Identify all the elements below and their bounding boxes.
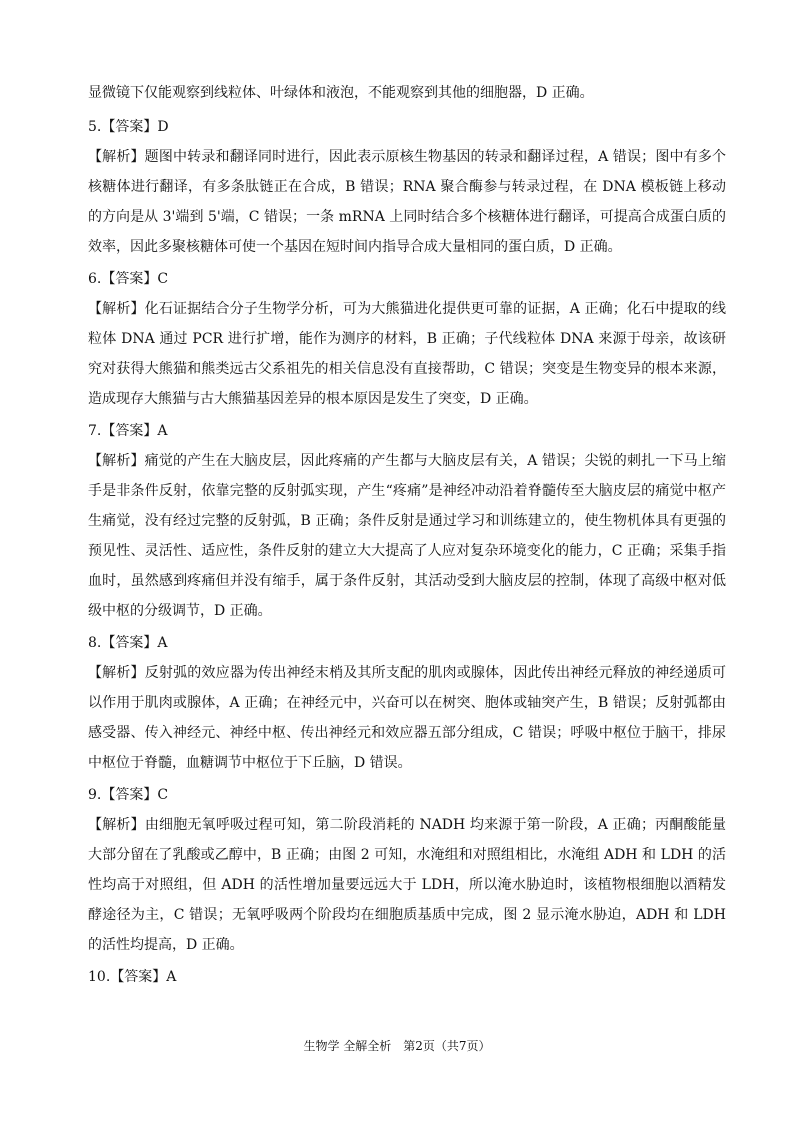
answer-line-5: 5.【答案】D bbox=[88, 119, 169, 135]
continuation-paragraph: 显微镜下仅能观察到线粒体、叶绿体和液泡，不能观察到其他的细胞器，D 正确。 bbox=[88, 85, 594, 101]
analysis-paragraph-7: 【解析】痛觉的产生在大脑皮层，因此疼痛的产生都与大脑皮层有关，A 错误；尖锐的刺扎一下马上缩手是非条件反射，依靠完整的反射弧实现，产生“疼痛”是神经冲动沿着脊髓传至大脑皮层的痛觉中枢产生痛觉，没有经过完整的反射弧，B 正确；条件反射是通过学习和训练建立的，使生物机体具有更强的预见性、灵活性、适应性，条件反射的建立大大提高了人应对复杂环境变化的能力，C 正确；采集手指血时，虽然感到疼痛但并没有缩手，属于条件反射，其活动受到大脑皮层的控制，体现了高级中枢对低级中枢的分级调节，D 正确。 bbox=[88, 453, 726, 619]
analysis-paragraph-6: 【解析】化石证据结合分子生物学分析，可为大熊猫进化提供更可靠的证据，A 正确；化石中提取的线粒体 DNA 通过 PCR 进行扩增，能作为测序的材料，B 正确；子代线粒体 DNA 来源于母亲，故该研究对获得大熊猫和熊类远古父系祖先的相关信息没有直接帮助，C 错误；突变是生物变异的根本来源，造成现存大熊猫与古大熊猫基因差异的根本原因是发生了突变，D 正确。 bbox=[88, 301, 726, 407]
page-content bbox=[88, 78, 726, 992]
analysis-paragraph-8: 【解析】反射弧的效应器为传出神经末梢及其所支配的肌肉或腺体，因此传出神经元释放的神经递质可以作用于肌肉或腺体，A 正确；在神经元中，兴奋可以在树突、胞体或轴突产生，B 错误；反射弧都由感受器、传入神经元、神经中枢、传出神经元和效应器五部分组成，C 错误；呼吸中枢位于脑干，排尿中枢位于脊髓，血糖调节中枢位于下丘脑，D 错误。 bbox=[88, 665, 726, 771]
answer-line-8: 8.【答案】A bbox=[88, 635, 168, 651]
page-footer: 生物学 全解全析 第2页（共7页） bbox=[303, 1039, 491, 1053]
answer-line-7: 7.【答案】A bbox=[88, 423, 168, 439]
answer-line-10: 10.【答案】A bbox=[88, 969, 177, 985]
analysis-paragraph-5: 【解析】题图中转录和翻译同时进行，因此表示原核生物基因的转录和翻译过程，A 错误；图中有多个核糖体进行翻译，有多条肽链正在合成，B 错误；RNA 聚合酶参与转录过程，在 DNA 模板链上移动的方向是从 3'端到 5'端，C 错误；一条 mRNA 上同时结合多个核糖体进行翻译，可提高合成蛋白质的效率，因此多聚核糖体可使一个基因在短时间内指导合成大量相同的蛋白质，D 正确。 bbox=[88, 149, 726, 255]
answer-line-9: 9.【答案】C bbox=[88, 787, 169, 803]
analysis-paragraph-9: 【解析】由细胞无氧呼吸过程可知，第二阶段消耗的 NADH 均来源于第一阶段，A 正确；丙酮酸能量大部分留在了乳酸或乙醇中，B 正确；由图 2 可知，水淹组和对照组相比，水淹组 ADH 和 LDH 的活性均高于对照组，但 ADH 的活性增加量要远远大于 LDH，所以淹水胁迫时，该植物根细胞以酒精发酵途径为主，C 错误；无氧呼吸两个阶段均在细胞质基质中完成，图 2 显示淹水胁迫，ADH 和 LDH 的活性均提高，D 正确。 bbox=[88, 817, 726, 953]
answer-line-6: 6.【答案】C bbox=[88, 271, 169, 287]
